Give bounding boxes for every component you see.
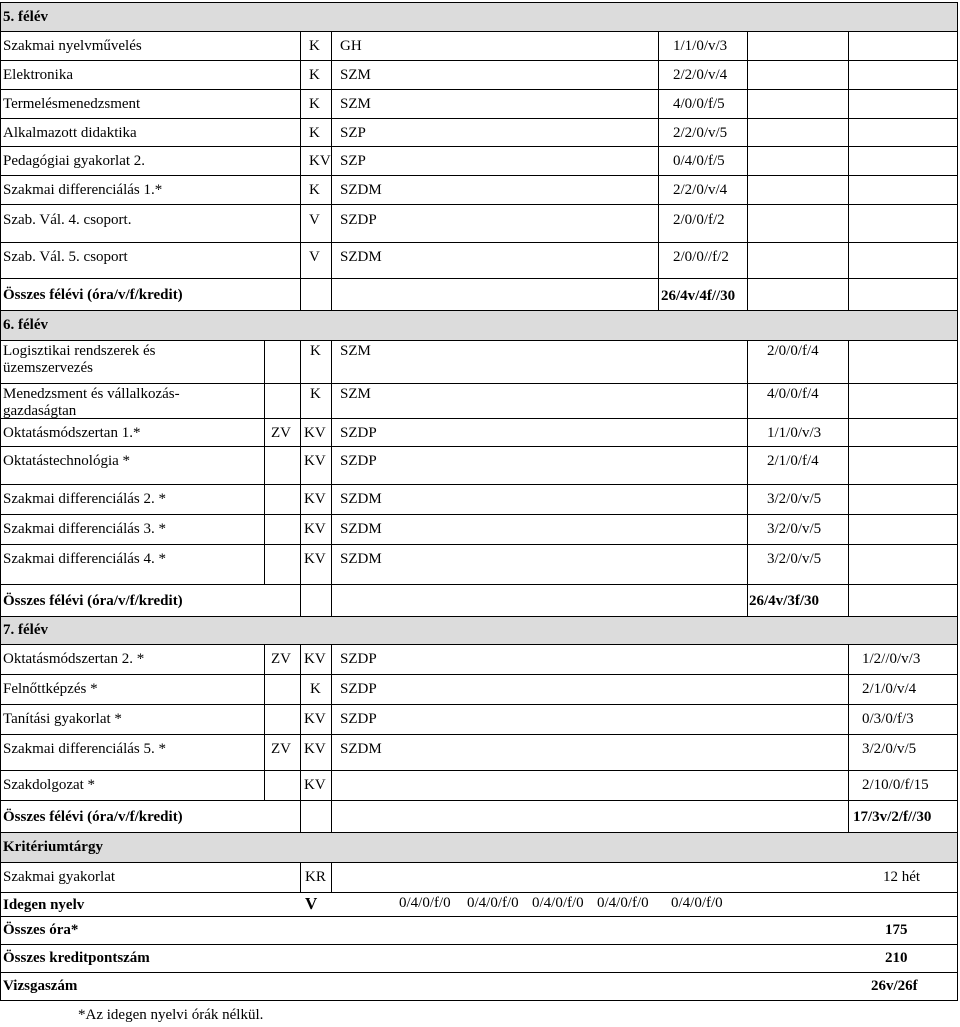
sem5-title: 5. félév	[3, 9, 48, 25]
practice-value: 12 hét	[883, 869, 921, 885]
footnote: *Az idegen nyelvi órák nélkül.	[78, 1007, 264, 1023]
sem6-title: 6. félév	[3, 317, 48, 333]
course-name: Szakmai differenciálás 5. *	[3, 741, 166, 757]
course-type: KV	[304, 741, 326, 757]
language-row	[0, 893, 958, 917]
language-value-1: 0/4/0/f/0	[399, 895, 451, 911]
course-name: Szakmai differenciálás 4. *	[3, 551, 166, 567]
course-dept: SZDP	[340, 212, 377, 228]
course-exam-type: ZV	[271, 425, 291, 441]
sem6-total-value: 26/4v/3f/30	[749, 593, 819, 609]
sem6-course-row	[0, 515, 958, 545]
sem6-total-row	[0, 585, 958, 617]
course-value: 2/1/0/f/4	[767, 453, 819, 469]
course-type: K	[310, 681, 321, 697]
course-dept: SZM	[340, 386, 371, 402]
course-dept: SZM	[340, 96, 371, 112]
course-dept: SZM	[340, 67, 371, 83]
course-name: Szakmai nyelvművelés	[3, 38, 142, 54]
course-value: 4/0/0/f/4	[767, 386, 819, 402]
summary-row	[0, 917, 958, 945]
summary-value: 210	[885, 950, 908, 966]
summary-row	[0, 973, 958, 1001]
sem7-total-row	[0, 801, 958, 833]
sem6-course-row	[0, 419, 958, 447]
sem5-total-label: Összes félévi (óra/v/f/kredit)	[3, 287, 183, 303]
sem5-header	[0, 2, 958, 32]
language-type: V	[305, 894, 318, 913]
summary-value: 26v/26f	[871, 978, 918, 994]
course-value: 1/2//0/v/3	[862, 651, 921, 667]
course-name: Termelésmenedzsment	[3, 96, 141, 112]
sem6-total-label: Összes félévi (óra/v/f/kredit)	[3, 593, 183, 609]
course-name: Szab. Vál. 4. csoport.	[3, 212, 132, 228]
sem7-course-row	[0, 675, 958, 705]
course-value: 0/3/0/f/3	[862, 711, 914, 727]
course-value: 2/2/0/v/5	[673, 125, 728, 141]
language-value-5: 0/4/0/f/0	[671, 895, 723, 911]
course-type: KV	[304, 491, 326, 507]
course-dept: SZDM	[340, 741, 382, 757]
course-name: Elektronika	[3, 67, 73, 83]
course-type: KV	[304, 453, 326, 469]
course-name: Alkalmazott didaktika	[3, 125, 137, 141]
course-type: K	[309, 38, 320, 54]
course-value: 2/0/0/f/4	[767, 343, 819, 359]
course-dept: SZDM	[340, 551, 382, 567]
summary-value: 175	[885, 922, 908, 938]
sem6-course-row	[0, 545, 958, 585]
sem5-total-value: 26/4v/4f//30	[661, 288, 736, 304]
language-value-2: 0/4/0/f/0	[467, 895, 519, 911]
sem6-course-row	[0, 447, 958, 485]
course-value: 2/0/0//f/2	[673, 249, 729, 265]
course-value: 0/4/0/f/5	[673, 153, 725, 169]
course-name: Tanítási gyakorlat *	[3, 711, 122, 727]
language-name: Idegen nyelv	[3, 897, 85, 913]
language-value-4: 0/4/0/f/0	[597, 895, 649, 911]
course-dept: SZDP	[340, 453, 377, 469]
sem5-total-row	[0, 279, 958, 311]
course-value: 1/1/0/v/3	[767, 425, 822, 441]
sem7-header	[0, 617, 958, 645]
sem5-course-row	[0, 205, 958, 243]
course-value: 2/10/0/f/15	[862, 777, 929, 793]
practice-row	[0, 863, 958, 893]
course-type: K	[310, 386, 321, 402]
sem7-course-row	[0, 705, 958, 735]
summary-label: Vizsgaszám	[3, 978, 78, 994]
sem6-course-row	[0, 384, 958, 419]
practice-type: KR	[305, 869, 326, 885]
sem7-total-label: Összes félévi (óra/v/f/kredit)	[3, 809, 183, 825]
course-type: KV	[304, 777, 326, 793]
course-name: Pedagógiai gyakorlat 2.	[3, 153, 146, 169]
course-name: Szakmai differenciálás 1.*	[3, 182, 163, 198]
summary-label: Összes kreditpontszám	[3, 950, 150, 966]
course-type: KV	[309, 153, 331, 169]
course-dept: SZDP	[340, 681, 377, 697]
summary-row	[0, 945, 958, 973]
sem5-course-row	[0, 61, 958, 90]
course-value: 2/2/0/v/4	[673, 182, 728, 198]
sem6-course-row	[0, 341, 958, 384]
course-name: Menedzsment és vállalkozás-gazdaságtan	[3, 386, 180, 419]
course-name: Oktatástechnológia *	[3, 453, 131, 469]
course-value: 1/1/0/v/3	[673, 38, 728, 54]
course-name: Logisztikai rendszerek és üzemszervezés	[3, 343, 156, 376]
course-type: K	[309, 96, 320, 112]
course-name: Szakdolgozat *	[3, 777, 96, 793]
course-dept: SZP	[340, 153, 366, 169]
practice-name: Szakmai gyakorlat	[3, 869, 116, 885]
course-type: V	[309, 249, 320, 265]
course-dept: SZDP	[340, 425, 377, 441]
sem7-total-value: 17/3v/2/f//30	[853, 809, 932, 825]
course-dept: GH	[340, 38, 362, 54]
sem6-course-row	[0, 485, 958, 515]
course-type: K	[309, 125, 320, 141]
course-name: Oktatásmódszertan 1.*	[3, 425, 141, 441]
sem5-course-row	[0, 176, 958, 205]
course-exam-type: ZV	[271, 651, 291, 667]
course-dept: SZDM	[340, 249, 382, 265]
course-name: Felnőttképzés *	[3, 681, 98, 697]
course-value: 4/0/0/f/5	[673, 96, 725, 112]
course-value: 2/2/0/v/4	[673, 67, 728, 83]
course-type: KV	[304, 425, 326, 441]
sem7-course-row	[0, 645, 958, 675]
course-type: V	[309, 212, 320, 228]
course-type: K	[309, 182, 320, 198]
course-type: KV	[304, 551, 326, 567]
sem5-course-row	[0, 147, 958, 176]
sem5-course-row	[0, 32, 958, 61]
course-exam-type: ZV	[271, 741, 291, 757]
sem5-course-row	[0, 243, 958, 279]
course-type: KV	[304, 521, 326, 537]
summary-label: Összes óra*	[3, 922, 79, 938]
language-value-3: 0/4/0/f/0	[532, 895, 584, 911]
course-dept: SZM	[340, 343, 371, 359]
course-name: Oktatásmódszertan 2. *	[3, 651, 145, 667]
course-name: Szakmai differenciálás 3. *	[3, 521, 166, 537]
course-name: Szakmai differenciálás 2. *	[3, 491, 166, 507]
course-value: 3/2/0/v/5	[767, 491, 822, 507]
course-dept: SZDM	[340, 182, 382, 198]
sem7-title: 7. félév	[3, 622, 48, 638]
course-value: 3/2/0/v/5	[767, 521, 822, 537]
krit-header	[0, 833, 958, 863]
sem5-course-row	[0, 90, 958, 119]
course-type: K	[310, 343, 321, 359]
krit-title: Kritériumtárgy	[3, 839, 103, 855]
course-name: Szab. Vál. 5. csoport	[3, 249, 128, 265]
sem7-course-row	[0, 735, 958, 771]
sem5-course-row	[0, 119, 958, 147]
course-type: K	[309, 67, 320, 83]
course-dept: SZDM	[340, 521, 382, 537]
sem6-header	[0, 311, 958, 341]
course-dept: SZDP	[340, 711, 377, 727]
course-value: 2/0/0/f/2	[673, 212, 725, 228]
sem7-course-row	[0, 771, 958, 801]
course-type: KV	[304, 711, 326, 727]
course-dept: SZP	[340, 125, 366, 141]
course-dept: SZDP	[340, 651, 377, 667]
course-dept: SZDM	[340, 491, 382, 507]
course-value: 2/1/0/v/4	[862, 681, 917, 697]
course-value: 3/2/0/v/5	[767, 551, 822, 567]
course-type: KV	[304, 651, 326, 667]
course-value: 3/2/0/v/5	[862, 741, 917, 757]
